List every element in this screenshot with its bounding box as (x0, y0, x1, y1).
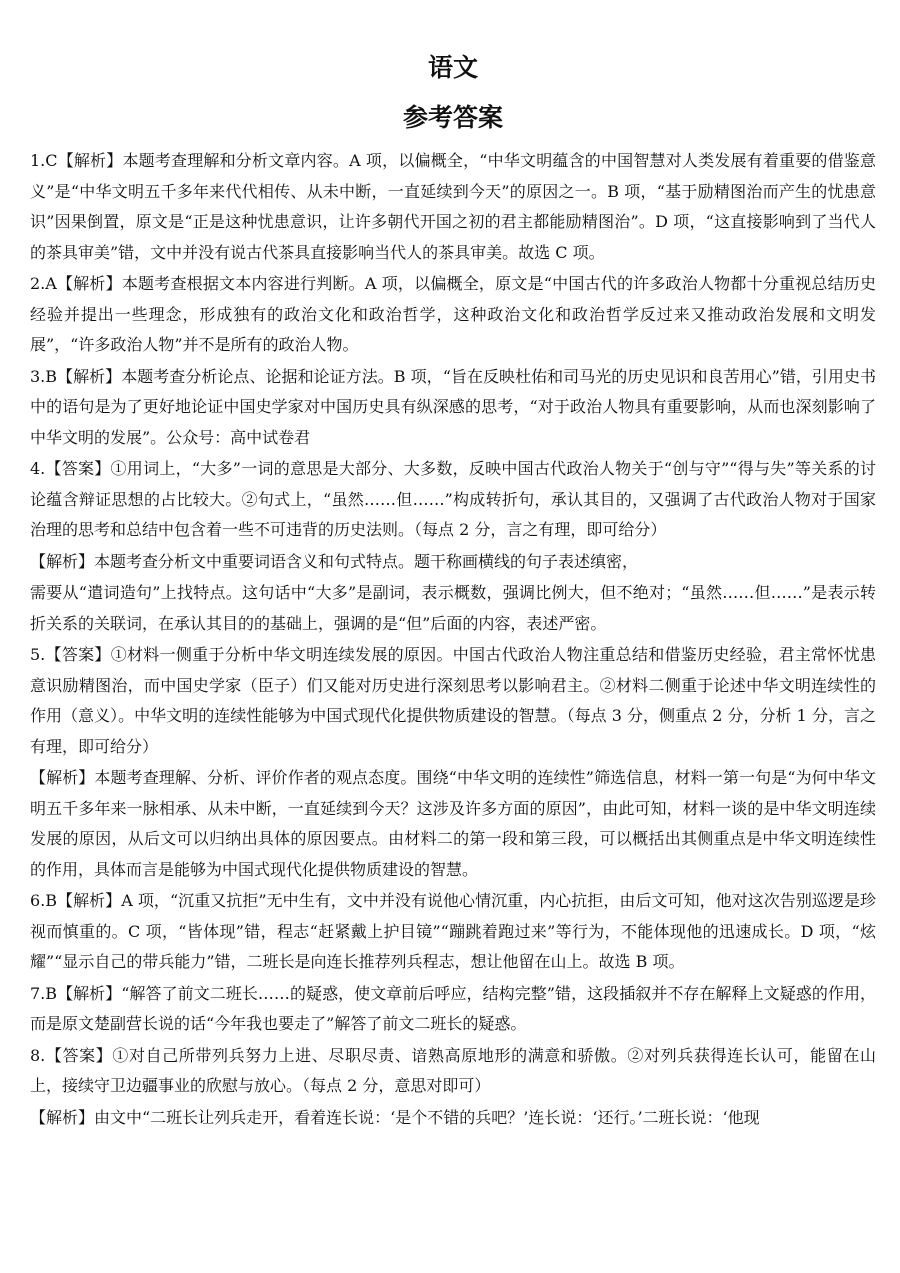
subject-title: 语文 (427, 53, 478, 82)
answer-q6: 6.B【解析】A 项，“沉重又抗拒”无中生有，文中并没有说他心情沉重，内心抗拒，由后文可知，他对这次告别巡逻是珍视而慎重的。C 项，“皆体现”错，程志“赶紧戴上护目镜”“蹦跳着跑过来”等行为，不能体现他的迅速成长。D 项，“炫耀”“显示自己的带兵能力”错，二班长是向连长推荐列兵程志，想让他留在山上。故选 B 项。 (30, 891, 876, 971)
analysis-q5: 【解析】本题考查理解、分析、评价作者的观点态度。围绕“中华文明的连续性”筛选信息，材料一第一句是“为何中华文明五千多年来一脉相承、从未中断，一直延续到今天？这涉及许多方面的原因”，由此可知，材料一谈的是中华文明连续发展的原因，从后文可以归纳出具体的原因要点。由材料二的第一段和第三段，可以概括出其侧重点是中华文明连续性的作用，具体而言是能够为中国式现代化提供物质建设的智慧。 (30, 768, 876, 879)
answer-q1: 1.C【解析】本题考查理解和分析文章内容。A 项，以偏概全，“中华文明蕴含的中国智慧对人类发展有着重要的借鉴意义”是“中华文明五千多年来代代相传、从未中断，一直延续到今天”的原因之一。B 项，“基于励精图治而产生的忧患意识”因果倒置，原文是“正是这种忧患意识，让许多朝代开国之初的君主都能励精图治”。D 项，“这直接影响到了当代人的茶具审美”错，文中并没有说古代茶具直接影响当代人的茶具审美。故选 C 项。 (30, 151, 876, 262)
answer-q3: 3.B【解析】本题考查分析论点、论据和论证方法。B 项，“旨在反映杜佑和司马光的历史见识和良苦用心”错，引用史书中的语句是为了更好地论证中国史学家对中国历史具有纵深感的思考，“对于政治人物具有重要影响，从而也深刻影响了中华文明的发展”。公众号：高中试卷君 (30, 366, 876, 447)
analysis-q4-part1: 【解析】本题考查分析文中重要词语含义和句式特点。题干称画横线的句子表述缜密， (30, 551, 639, 571)
answer-sheet-page (30, 50, 876, 1134)
answer-q4: 4.【答案】①用词上，“大多”一词的意思是大部分、大多数，反映中国古代政治人物关于“创与守”“得与失”等关系的讨论蕴含辩证思想的占比较大。②句式上，“虽然……但……”构成转折句，承认其目的，又强调了古代政治人物对于国家治理的思考和总结中包含着一些不可违背的历史法则。（每点 2 分，言之有理，即可给分） (30, 459, 876, 539)
answer-q7: 7.B【解析】“解答了前文二班长……的疑惑，使文章前后呼应，结构完整”错，这段插叙并不存在解释上文疑惑的作用，而是原文楚副营长说的话“今年我也要走了”解答了前文二班长的疑惑。 (30, 983, 876, 1033)
analysis-q4-part2: 需要从“遣词造句”上找特点。这句话中“大多”是副词，表示概数，强调比例大，但不绝对；“虽然……但……”是表示转折关系的关联词，在承认其目的的基础上，强调的是“但”后面的内容，表述严密。 (30, 583, 876, 633)
answer-q8: 8.【答案】①对自己所带列兵努力上进、尽职尽责、谙熟高原地形的满意和骄傲。②对列兵获得连长认可，能留在山上，接续守卫边疆事业的欣慰与放心。（每点 2 分，意思对即可） (30, 1045, 876, 1095)
answer-q2: 2.A【解析】本题考查根据文本内容进行判断。A 项，以偏概全，原文是“中国古代的许多政治人物都十分重视总结历史经验并提出一些理念，形成独有的政治文化和政治哲学，这种政治文化和政治哲学反过来又推动政治发展和文明发展”，“许多政治人物”并不是所有的政治人物。 (30, 274, 876, 354)
analysis-q8: 【解析】由文中“二班长让列兵走开，看着连长说：‘是个不错的兵吧？’连长说：‘还行。’二班长说：‘他现 (30, 1107, 760, 1127)
answer-q5: 5.【答案】①材料一侧重于分析中华文明连续发展的原因。中国古代政治人物注重总结和借鉴历史经验，君主常怀忧患意识励精图治，而中国史学家（臣子）们又能对历史进行深刻思考以影响君主。②材料二侧重于论述中华文明连续性的作用（意义）。中华文明的连续性能够为中国式现代化提供物质建设的智慧。（每点 3 分，侧重点 2 分，分析 1 分，言之有理，即可给分） (30, 645, 876, 756)
answer-key-heading: 参考答案 (402, 103, 503, 132)
